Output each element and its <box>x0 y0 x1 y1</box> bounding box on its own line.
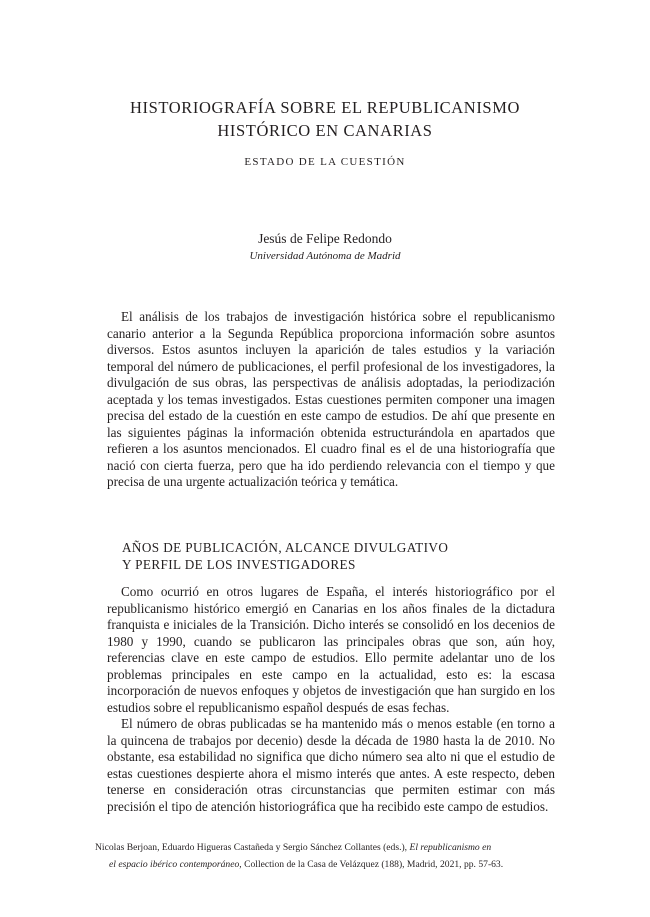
footer-editors: Nicolas Berjoan, Eduardo Higueras Castañeda y Sergio Sánchez Collantes (eds.), <box>95 842 410 853</box>
author-affiliation: Universidad Autónoma de Madrid <box>249 250 401 262</box>
article-subtitle: ESTADO DE LA CUESTIÓN <box>244 156 406 168</box>
footer-book-title-part-1: El republicanismo en <box>409 842 492 853</box>
article-title-line-2: HISTÓRICO EN CANARIAS <box>217 121 433 140</box>
citation-footer <box>95 839 567 873</box>
section-heading-line-2: Y PERFIL DE LOS INVESTIGADORES <box>122 556 356 572</box>
section-heading <box>122 540 448 573</box>
author-name: Jesús de Felipe Redondo <box>258 231 392 246</box>
body-paragraph: Como ocurrió en otros lugares de España, el interés historiográfico por el republicanismo histórico emergió en Canarias en los años finales de la dictadura franquista e iniciales de la Transición. Dicho interés se consolidó en los decenios de 1980 y 1990, cuando se publicaron las principales obras que son, aún hoy, referencias clave en este campo de estudios. Ello permite adelantar uno de los problemas principales en este campo en la actualidad, esto es: la escasa incorporación de nuevos enfoques y objetos de investigación que han surgido en los estudios sobre el republicanismo español después de esas fechas. <box>107 584 555 715</box>
article-title-line-1: HISTORIOGRAFÍA SOBRE EL REPUBLICANISMO <box>130 98 520 117</box>
footer-book-title-part-2: el espacio ibérico contemporáneo <box>109 859 240 870</box>
body-paragraph: El número de obras publicadas se ha mantenido más o menos estable (en torno a la quincena de trabajos por decenio) desde la década de 1980 hasta la de 2010. No obstante, esa estabilidad no significa que dicho número sea alto ni que el estudio de estas cuestiones despierte ahora el mismo interés que antes. A este respecto, deben tenerse en consideración otras circunstancias que permiten estimar con más precisión el tipo de atención historiográfica que ha recibido este campo de estudios. <box>107 716 555 814</box>
abstract-paragraph: El análisis de los trabajos de investigación histórica sobre el republicanismo canario anterior a la Segunda República proporciona información sobre asuntos diversos. Estos asuntos incluyen la aparición de tales estudios y la variación temporal del número de publicaciones, el perfil profesional de los investigadores, la divulgación de sus obras, las perspectivas de análisis adoptadas, la periodización aceptada y los temas investigados. Estas cuestiones permiten componer una imagen precisa del estado de la cuestión en este campo de estudios. De ahí que presente en las siguientes páginas la información obtenida estructurándola en apartados que refieren a los asuntos mencionados. El cuadro final es el de una historiografía que nació con cierta fuerza, pero que ha ido perdiendo relevancia con el tiempo y que precisa de una urgente actualización teórica y temática. <box>107 309 555 489</box>
section-heading-line-1: AÑOS DE PUBLICACIÓN, ALCANCE DIVULGATIVO <box>122 540 449 555</box>
footer-publication-details: , Collection de la Casa de Velázquez (188), Madrid, 2021, pp. 57-63. <box>239 859 504 870</box>
